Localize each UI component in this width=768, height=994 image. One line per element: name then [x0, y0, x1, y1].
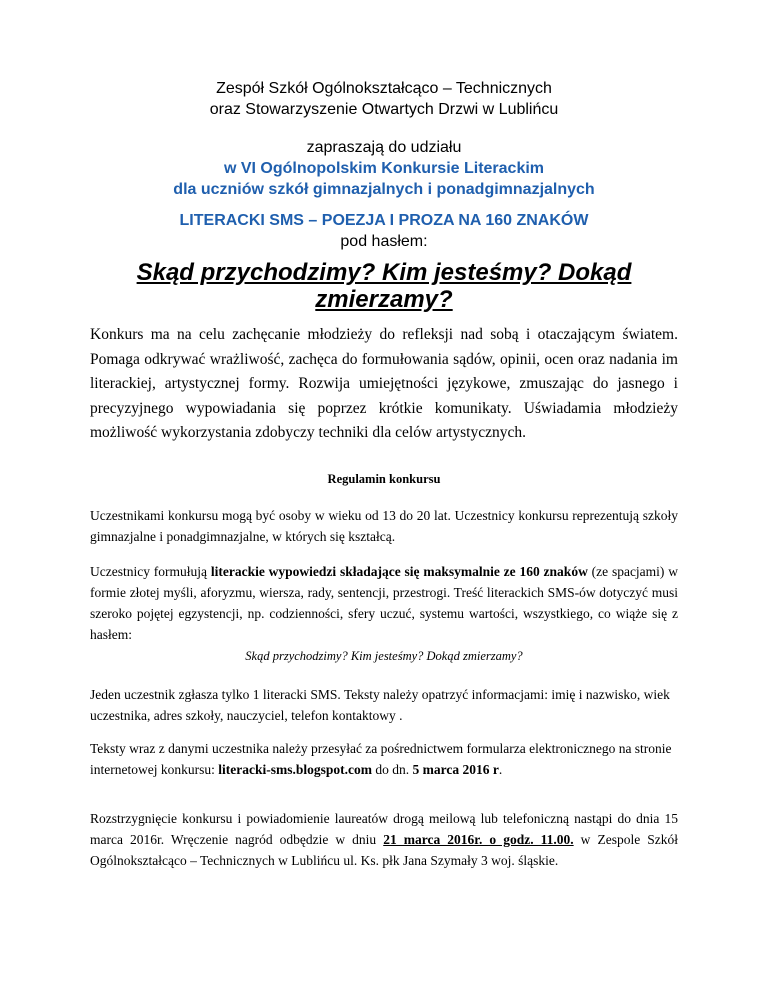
submission-text-mid: do dn. — [371, 762, 413, 777]
format-text-pre: Uczestnicy formułują — [90, 564, 211, 579]
submission-text-end: . — [498, 762, 503, 777]
contest-title-line: w VI Ogólnopolskim Konkursie Literackim — [223, 160, 545, 177]
format-text-post: (ze spacjami) w formie złotej myśli, aforyzmu, wiersza, rady, sentencji, przestrogi. Treść literackich SMS-ów dotyczyć musi szeroko pojętej egzystencji, np. codzienności, sfery uczuć, systemu wartości, wszystkiego, co wiąże się z hasłem: — [90, 564, 678, 642]
award-ceremony-date: 21 marca 2016r. o godz. 11.00. — [383, 832, 574, 847]
results-text-post: w Zespole Szkół Ogólnokształcąco – Technicznych w Lublińcu ul. Ks. płk Jana Szymały 3 woj. śląskie. — [90, 832, 678, 868]
organizer-line-1: Zespół Szkół Ogólnokształcąco – Technicznych — [216, 80, 552, 97]
results-text-pre: Rozstrzygnięcie konkursu i powiadomienie laureatów drogą meilową lub telefoniczną nastąpi do dnia 15 marca 2016r. Wręczenie nagród odbędzie w dniu — [90, 811, 678, 847]
contest-name: LITERACKI SMS – POEZJA I PROZA NA 160 ZNAKÓW — [179, 212, 589, 229]
format-text-bold: literackie wypowiedzi składające się maksymalnie ze 160 znaków — [210, 564, 588, 579]
contest-name-block — [90, 210, 678, 252]
organizers-header — [90, 78, 678, 120]
motto-heading: Skąd przychodzimy? Kim jesteśmy? Dokąd zmierzamy? — [136, 259, 632, 313]
audience-line: dla uczniów szkół gimnazjalnych i ponadgimnazjalnych — [173, 181, 595, 198]
rules-paragraph-submission-method — [90, 738, 678, 780]
rules-paragraph-submission-info: Jeden uczestnik zgłasza tylko 1 literacki SMS. Teksty należy opatrzyć informacjami: imię i nazwisko, wiek uczestnika, adres szkoły, nauczyciel, telefon kontaktowy . — [90, 687, 670, 723]
invitation-line: zapraszają do udziału — [306, 139, 462, 156]
motto-italic: Skąd przychodzimy? Kim jesteśmy? Dokąd zmierzamy? — [245, 649, 523, 663]
rules-paragraph-results — [90, 808, 678, 871]
intro-paragraph: Konkurs ma na celu zachęcanie młodzieży do refleksji nad sobą i otaczającym światem. Pomaga odkrywać wrażliwość, zachęca do formułowania sądów, opinii, ocen oraz nadania im literackiej, artystycznej formy. Rozwija umiejętności językowe, zmuszając do jasnego i precyzyjnego wypowiadania się poprzez krótkie komunikaty. Uświadamia młodzieży możliwość wykorzystania zdobyczy techniki dla celów artystycznych. — [90, 326, 678, 441]
under-motto-label: pod hasłem: — [340, 233, 428, 250]
submission-text-pre: Teksty wraz z danymi uczestnika należy przesyłać za pośrednictwem formularza elektronicznego na stronie internetowej konkursu: — [90, 741, 672, 777]
submission-deadline: 5 marca 2016 r — [412, 762, 499, 777]
rules-paragraph-participants: Uczestnikami konkursu mogą być osoby w wieku od 13 do 20 lat. Uczestnicy konkursu reprezentują szkoły gimnazjalne i ponadgimnazjalne, w których się kształcą. — [90, 508, 678, 544]
rules-title: Regulamin konkursu — [327, 472, 441, 486]
rules-paragraph-format — [90, 561, 678, 645]
contest-website-link[interactable]: literacki-sms.blogspot.com — [218, 762, 372, 777]
organizer-line-2: oraz Stowarzyszenie Otwartych Drzwi w Lublińcu — [209, 101, 559, 118]
invitation-block — [90, 137, 678, 200]
